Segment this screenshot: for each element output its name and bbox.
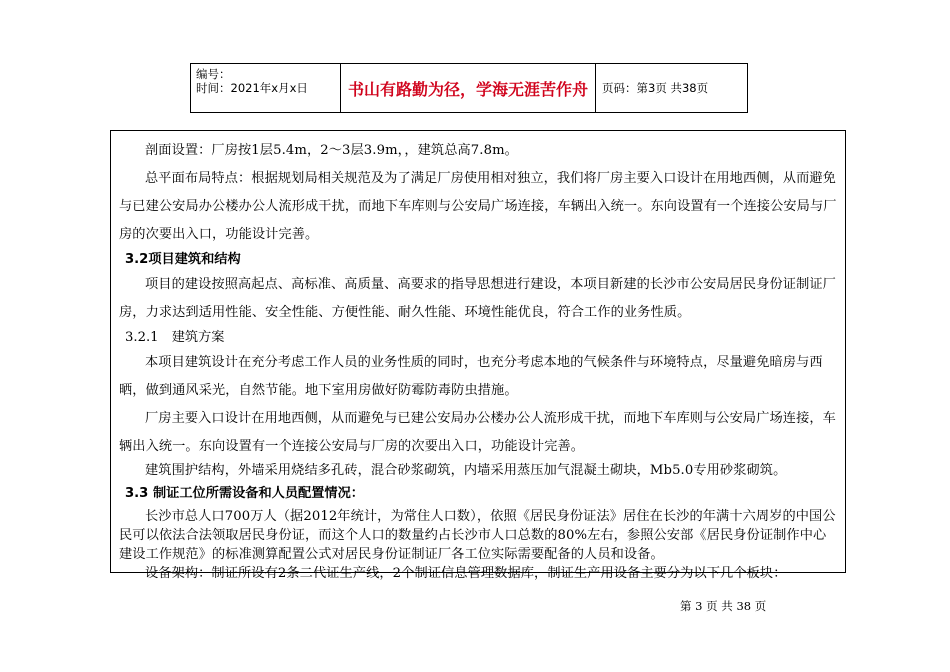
paragraph-equipment-architecture: 设备架构：制证所设有2条二代证生产线，2个制证信息管理数据库，制证生产用设备主要分为以下几个板块： bbox=[145, 566, 787, 581]
paragraph-section-setting: 剖面设置：厂房按1层5.4m，2～3层3.9m，，建筑总高7.8m。 bbox=[145, 143, 518, 158]
time-label: 时间：2021年x月x日 bbox=[196, 81, 308, 95]
document-body bbox=[110, 130, 846, 581]
header-meta bbox=[191, 64, 341, 112]
heading-3-3: 3.3 制证工位所需设备和人员配置情况： bbox=[125, 486, 364, 501]
page-header bbox=[190, 63, 748, 113]
number-label: 编号： bbox=[196, 67, 231, 81]
paragraph-envelope-structure: 建筑围护结构，外墙采用烧结多孔砖，混合砂浆砌筑，内墙采用蒸压加气混凝土砌块，Mb5.0专用砂浆砌筑。 bbox=[145, 463, 787, 478]
heading-3-2: 3.2项目建筑和结构 bbox=[125, 252, 241, 267]
paragraph-population: 长沙市总人口700万人（据2012年统计，为常住人口数），依照《居民身份证法》居住在长沙的年满十六周岁的中国公民可以依法合法领取居民身份证，而这个人口的数量约占长沙市人口总数的80%左右，参照公安部《居民身份证制作中心建设工作规范》的标准测算配置公式对居民身份证制证厂各工位实际需要配备的人员和设备。 bbox=[119, 509, 836, 562]
paragraph-construction-guideline: 项目的建设按照高起点、高标准、高质量、高要求的指导思想进行建设，本项目新建的长沙市公安局居民身份证制证厂房，力求达到适用性能、安全性能、方便性能、耐久性能、环境性能优良，符合工作的业务性质。 bbox=[119, 277, 836, 320]
heading-3-2-1: 3.2.1 建筑方案 bbox=[125, 330, 225, 345]
page-footer: 第 3 页 共 38 页 bbox=[680, 599, 767, 613]
header-motto: 书山有路勤为径，学海无涯苦作舟 bbox=[341, 64, 596, 112]
paragraph-entrance-design: 厂房主要入口设计在用地西侧，从而避免与已建公安局办公楼办公人流形成干扰，而地下车库则与公安局广场连接，车辆出入统一。东向设置有一个连接公安局与厂房的次要出入口，功能设计完善。 bbox=[119, 411, 836, 454]
paragraph-layout-features: 总平面布局特点：根据规划局相关规范及为了满足厂房使用相对独立，我们将厂房主要入口设计在用地西侧，从而避免与已建公安局办公楼办公人流形成干扰，而地下车库则与公安局广场连接，车辆出入统一。东向设置有一个连接公安局与厂房的次要出入口，功能设计完善。 bbox=[119, 171, 837, 242]
paragraph-architecture-design: 本项目建筑设计在充分考虑工作人员的业务性质的同时，也充分考虑本地的气候条件与环境特点，尽量避免暗房与西晒，做到通风采光，自然节能。地下室用房做好防霉防毒防虫措施。 bbox=[119, 355, 823, 398]
header-page-code: 页码：第3页 共38页 bbox=[602, 81, 709, 95]
